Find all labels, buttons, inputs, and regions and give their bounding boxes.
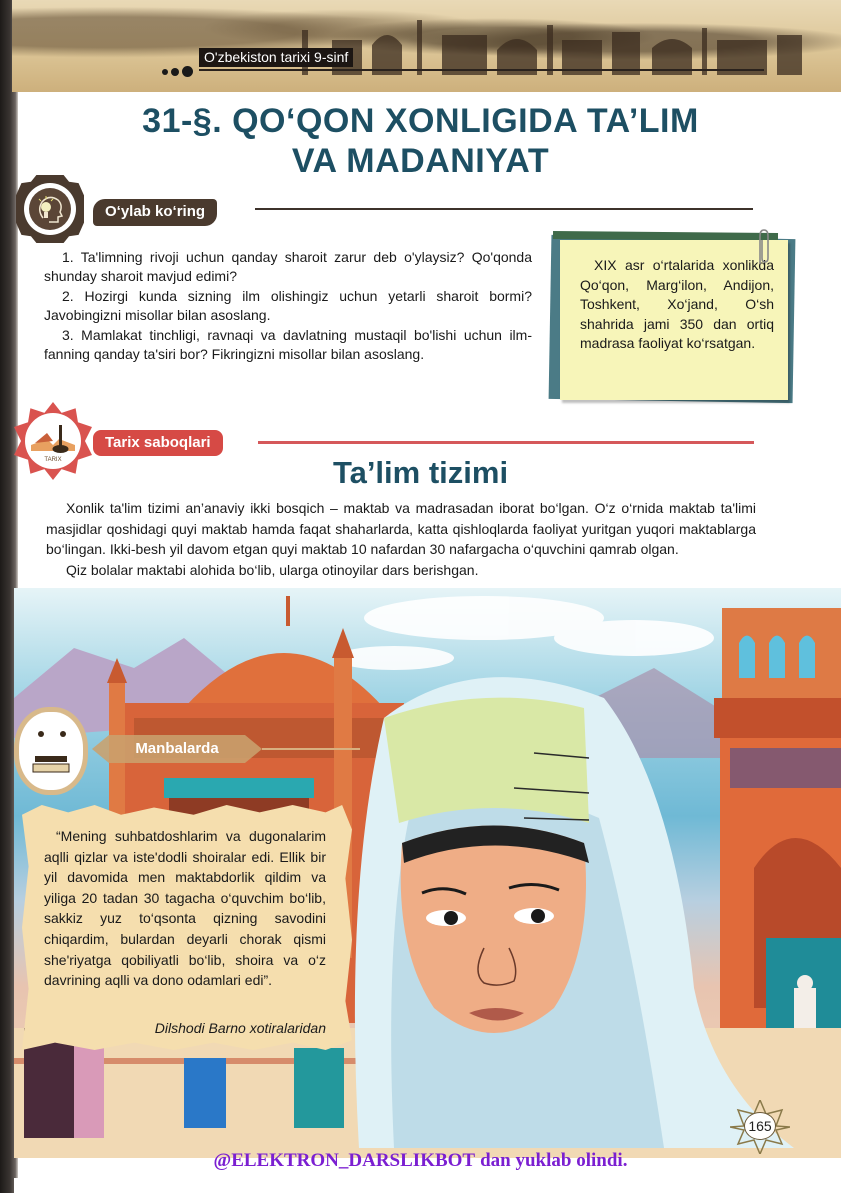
history-paragraph-1: Xonlik ta'lim tizimi an’anaviy ikki bosqich – maktab va madrasadan iborat bo‘lgan. O‘z o‘rnida maktab ta'limi masjidlar qoshidagi quyi maktab hamda faqat shaharlarda, katta qishloqlarda faoliyat yuritgan yuqori maktablarga bo‘lingan. Ikki-besh yil davom etgan quyi maktab 10 nafardan 30 nafargacha o‘quvchini qamrab olgan. — [46, 500, 756, 557]
question-3: 3. Mamlakat tinchligi, ravnaqi va davlatning mustaqil bo'lishi uchun ilm-fanning qanday ta'siri bor? Fikringizni misollar bilan asoslang. — [44, 326, 532, 363]
header-rule — [199, 69, 764, 71]
history-body-text — [46, 498, 756, 580]
svg-text:TARIX: TARIX — [44, 457, 62, 463]
header-dots-decoration — [162, 66, 193, 77]
history-paragraph-2: Qiz bolalar maktabi alohida bo‘lib, ularga otinoyilar dars berishgan. — [66, 561, 479, 578]
fact-note — [560, 240, 788, 400]
bottom-margin — [14, 1178, 841, 1193]
question-1: 1. Ta'limning rivoji uchun qanday sharoit zarur deb o'ylaysiz? Qo'qonda shunday sharoit mavjud edimi? — [44, 249, 532, 285]
sources-rule — [262, 748, 360, 750]
think-section-rule — [255, 208, 753, 210]
header-banner — [12, 0, 841, 92]
section-subheading: Ta’lim tizimi — [332, 455, 509, 490]
watermark-handle[interactable]: @ELEKTRON_DARSLIKBOT — [213, 1150, 476, 1171]
sources-section-label: Manbalarda — [135, 740, 219, 757]
paperclip-icon — [756, 228, 770, 268]
source-quote — [44, 826, 326, 991]
page-title-line2: VA MADANIYAT — [291, 142, 550, 180]
book-title-label: O'zbekiston tarixi 9-sinf — [199, 48, 353, 67]
scroll-icon — [19, 712, 83, 790]
head-lightbulb-icon — [29, 188, 71, 230]
think-section-label: O‘ylab ko‘ring — [93, 199, 217, 226]
quote-attribution: Dilshodi Barno xotiralaridan — [154, 1020, 326, 1036]
think-questions — [44, 248, 532, 364]
source-quote-text: “Mening suhbatdoshlarim va dugonalarim aqlli qizlar va iste'dodli shoiralar edi. Ellik bir yil davomida men maktabdorlik qildim va yiliga 20 tadan 30 tagacha o‘quvchim bo‘lib, sakkiz yuz to‘qsonta qizning savodini chiqardim, bulardan deyarli chorak qismi she'riyatga qobiliyatli bo‘lib, shoira va o‘z davrining aqlli va dono odamlari edi”. — [44, 828, 326, 989]
watermark-suffix: dan yuklab olindi. — [480, 1150, 628, 1171]
download-watermark — [0, 1150, 841, 1172]
question-2: 2. Hozirgi kunda sizning ilm olishingiz uchun yetarli sharoit bormi? Javobingizni misollar bilan asoslang. — [44, 287, 532, 324]
page-title-line1: 31-§. QO‘QON XONLIGIDA TA’LIM — [142, 102, 699, 140]
history-section-rule — [258, 441, 754, 444]
fact-note-text: XIX asr o‘rtalarida xonlikda Qo‘qon, Marg‘ilon, Andijon, Toshkent, Xo‘jand, O‘sh shahrida jami 350 dan ortiq madrasa faoliyat ko‘rsatgan. — [580, 257, 774, 352]
page-number: 165 — [744, 1112, 776, 1140]
history-section-label: Tarix saboqlari — [93, 430, 223, 456]
